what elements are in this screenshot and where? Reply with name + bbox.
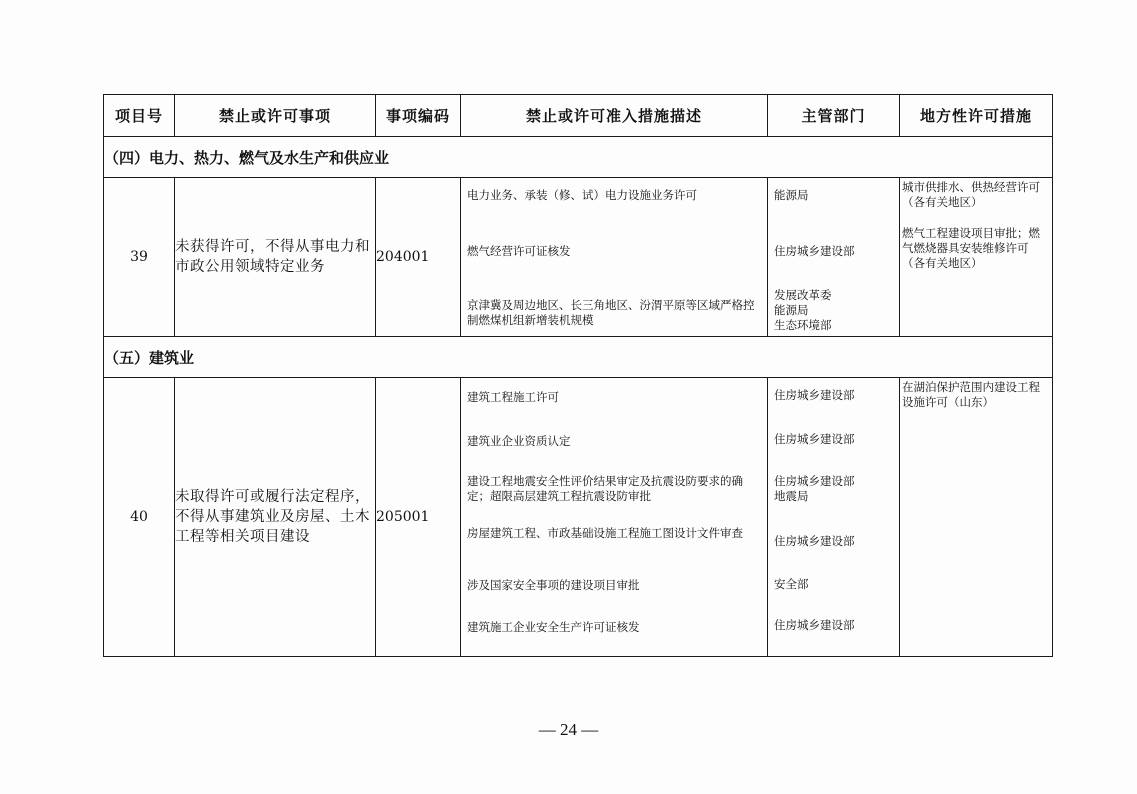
- local-cell: [900, 378, 1053, 657]
- page-number: — 24 —: [538, 720, 599, 739]
- dept-name: 住房城乡建设部: [774, 534, 855, 548]
- header-local: 地方性许可措施: [900, 95, 1053, 137]
- measure-desc: 京津冀及周边地区、长三角地区、汾渭平原等区域严格控制燃煤机组新增装机规模: [467, 298, 755, 327]
- item-description: 未获得许可，不得从事电力和市政公用领域特定业务: [175, 178, 376, 337]
- item-number: 39: [104, 178, 175, 337]
- measure-desc: 涉及国家安全事项的建设项目审批: [467, 578, 640, 592]
- measure-desc: 电力业务、承装（修、试）电力设施业务许可: [467, 188, 697, 202]
- dept-name: 安全部: [774, 577, 809, 591]
- measure-desc: 建筑施工企业安全生产许可证核发: [467, 620, 640, 634]
- header-dept: 主管部门: [768, 95, 900, 137]
- dept-cell: [768, 178, 900, 337]
- measures-cell: [461, 178, 768, 337]
- item-description: 未取得许可或履行法定程序，不得从事建筑业及房屋、土木工程等相关项目建设: [175, 378, 376, 657]
- section-title-4: （四）电力、热力、燃气及水生产和供应业: [104, 137, 1053, 178]
- table-row-39: [104, 178, 1053, 337]
- dept-name: 住房城乡建设部: [774, 618, 855, 632]
- measure-desc: 燃气经营许可证核发: [467, 244, 571, 258]
- dept-name: 住房城乡建设部: [774, 432, 855, 446]
- item-code: 205001: [376, 378, 461, 657]
- section-row-5: [104, 337, 1053, 378]
- measure-desc: 建设工程地震安全性评价结果审定及抗震设防要求的确定；超限高层建筑工程抗震设防审批: [467, 474, 743, 503]
- table-row-40: [104, 378, 1053, 657]
- dept-cell: [768, 378, 900, 657]
- local-measure: 燃气工程建设项目审批；燃气燃烧器具安装维修许可（各有关地区）: [902, 226, 1040, 270]
- local-cell: [900, 178, 1053, 337]
- measures-cell: [461, 378, 768, 657]
- dept-name: 住房城乡建设部: [774, 388, 855, 402]
- header-item: 禁止或许可事项: [175, 95, 376, 137]
- section-row-4: [104, 137, 1053, 178]
- local-measure: 在湖泊保护范围内建设工程设施许可（山东）: [902, 380, 1040, 409]
- header-desc: 禁止或许可准入措施描述: [461, 95, 768, 137]
- measure-desc: 房屋建筑工程、市政基础设施工程施工图设计文件审查: [467, 526, 743, 540]
- dept-name: 住房城乡建设部: [774, 244, 855, 258]
- item-number: 40: [104, 378, 175, 657]
- header-row: [104, 95, 1053, 137]
- measure-desc: 建筑工程施工许可: [467, 390, 559, 404]
- section-title-5: （五）建筑业: [104, 337, 1053, 378]
- dept-name: 发展改革委 能源局 生态环境部: [774, 288, 832, 332]
- header-code: 事项编码: [376, 95, 461, 137]
- local-measure: 城市供排水、供热经营许可（各有关地区）: [902, 180, 1040, 209]
- item-code: 204001: [376, 178, 461, 337]
- dept-name: 住房城乡建设部 地震局: [774, 474, 855, 503]
- dept-name: 能源局: [774, 188, 809, 202]
- permit-table: [103, 94, 1053, 657]
- measure-desc: 建筑业企业资质认定: [467, 434, 571, 448]
- header-item-no: 项目号: [104, 95, 175, 137]
